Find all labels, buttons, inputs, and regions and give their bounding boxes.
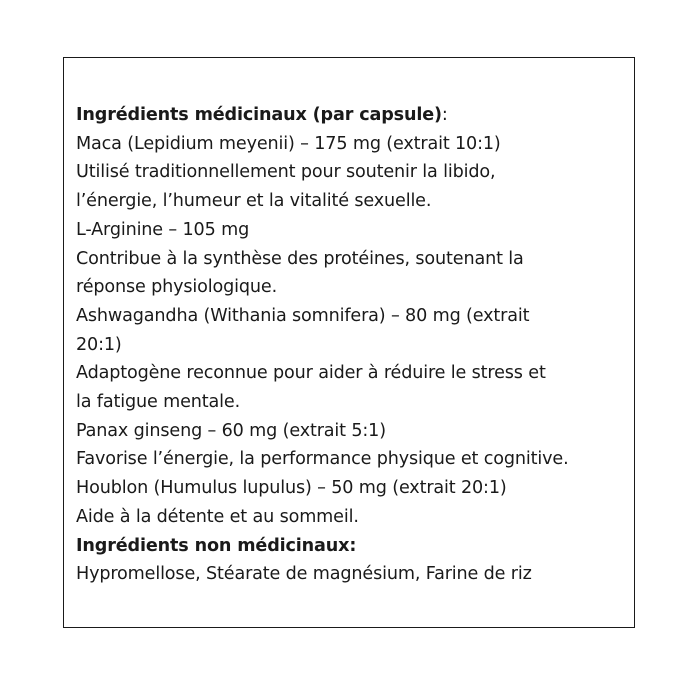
ingredient-line-ashwagandha-cont: 20:1) <box>76 334 122 355</box>
ingredient-line-arginine: L-Arginine – 105 mg <box>76 219 250 240</box>
ingredient-desc-arginine-2: réponse physiologique. <box>76 277 278 298</box>
ingredient-desc-ginseng: Favorise l’énergie, la performance physique et cognitive. <box>76 449 569 470</box>
ingredients-label <box>63 57 635 628</box>
ingredient-desc-maca-2: l’énergie, l’humeur et la vitalité sexuelle. <box>76 191 432 212</box>
non-medicinal-list: Hypromellose, Stéarate de magnésium, Farine de riz <box>76 564 532 585</box>
ingredient-desc-houblon: Aide à la détente et au sommeil. <box>76 506 359 527</box>
medicinal-heading-line <box>76 101 626 130</box>
ingredient-desc-arginine-1: Contribue à la synthèse des protéines, soutenant la <box>76 248 524 269</box>
ingredient-line-houblon: Houblon (Humulus lupulus) – 50 mg (extrait 20:1) <box>76 478 507 499</box>
ingredient-desc-ashwagandha-1: Adaptogène reconnue pour aider à réduire le stress et <box>76 363 546 384</box>
ingredient-desc-maca-1: Utilisé traditionnellement pour soutenir la libido, <box>76 162 496 183</box>
ingredient-line-ashwagandha: Ashwagandha (Withania somnifera) – 80 mg (extrait <box>76 305 530 326</box>
ingredient-desc-ashwagandha-2: la fatigue mentale. <box>76 392 241 413</box>
non-medicinal-heading: Ingrédients non médicinaux: <box>76 535 357 556</box>
ingredients-text <box>76 101 626 589</box>
ingredient-line-ginseng: Panax ginseng – 60 mg (extrait 5:1) <box>76 420 386 441</box>
ingredient-line-maca: Maca (Lepidium meyenii) – 175 mg (extrait 10:1) <box>76 133 501 154</box>
medicinal-heading-suffix: : <box>441 105 448 125</box>
medicinal-heading: Ingrédients médicinaux (par capsule) <box>76 105 442 125</box>
